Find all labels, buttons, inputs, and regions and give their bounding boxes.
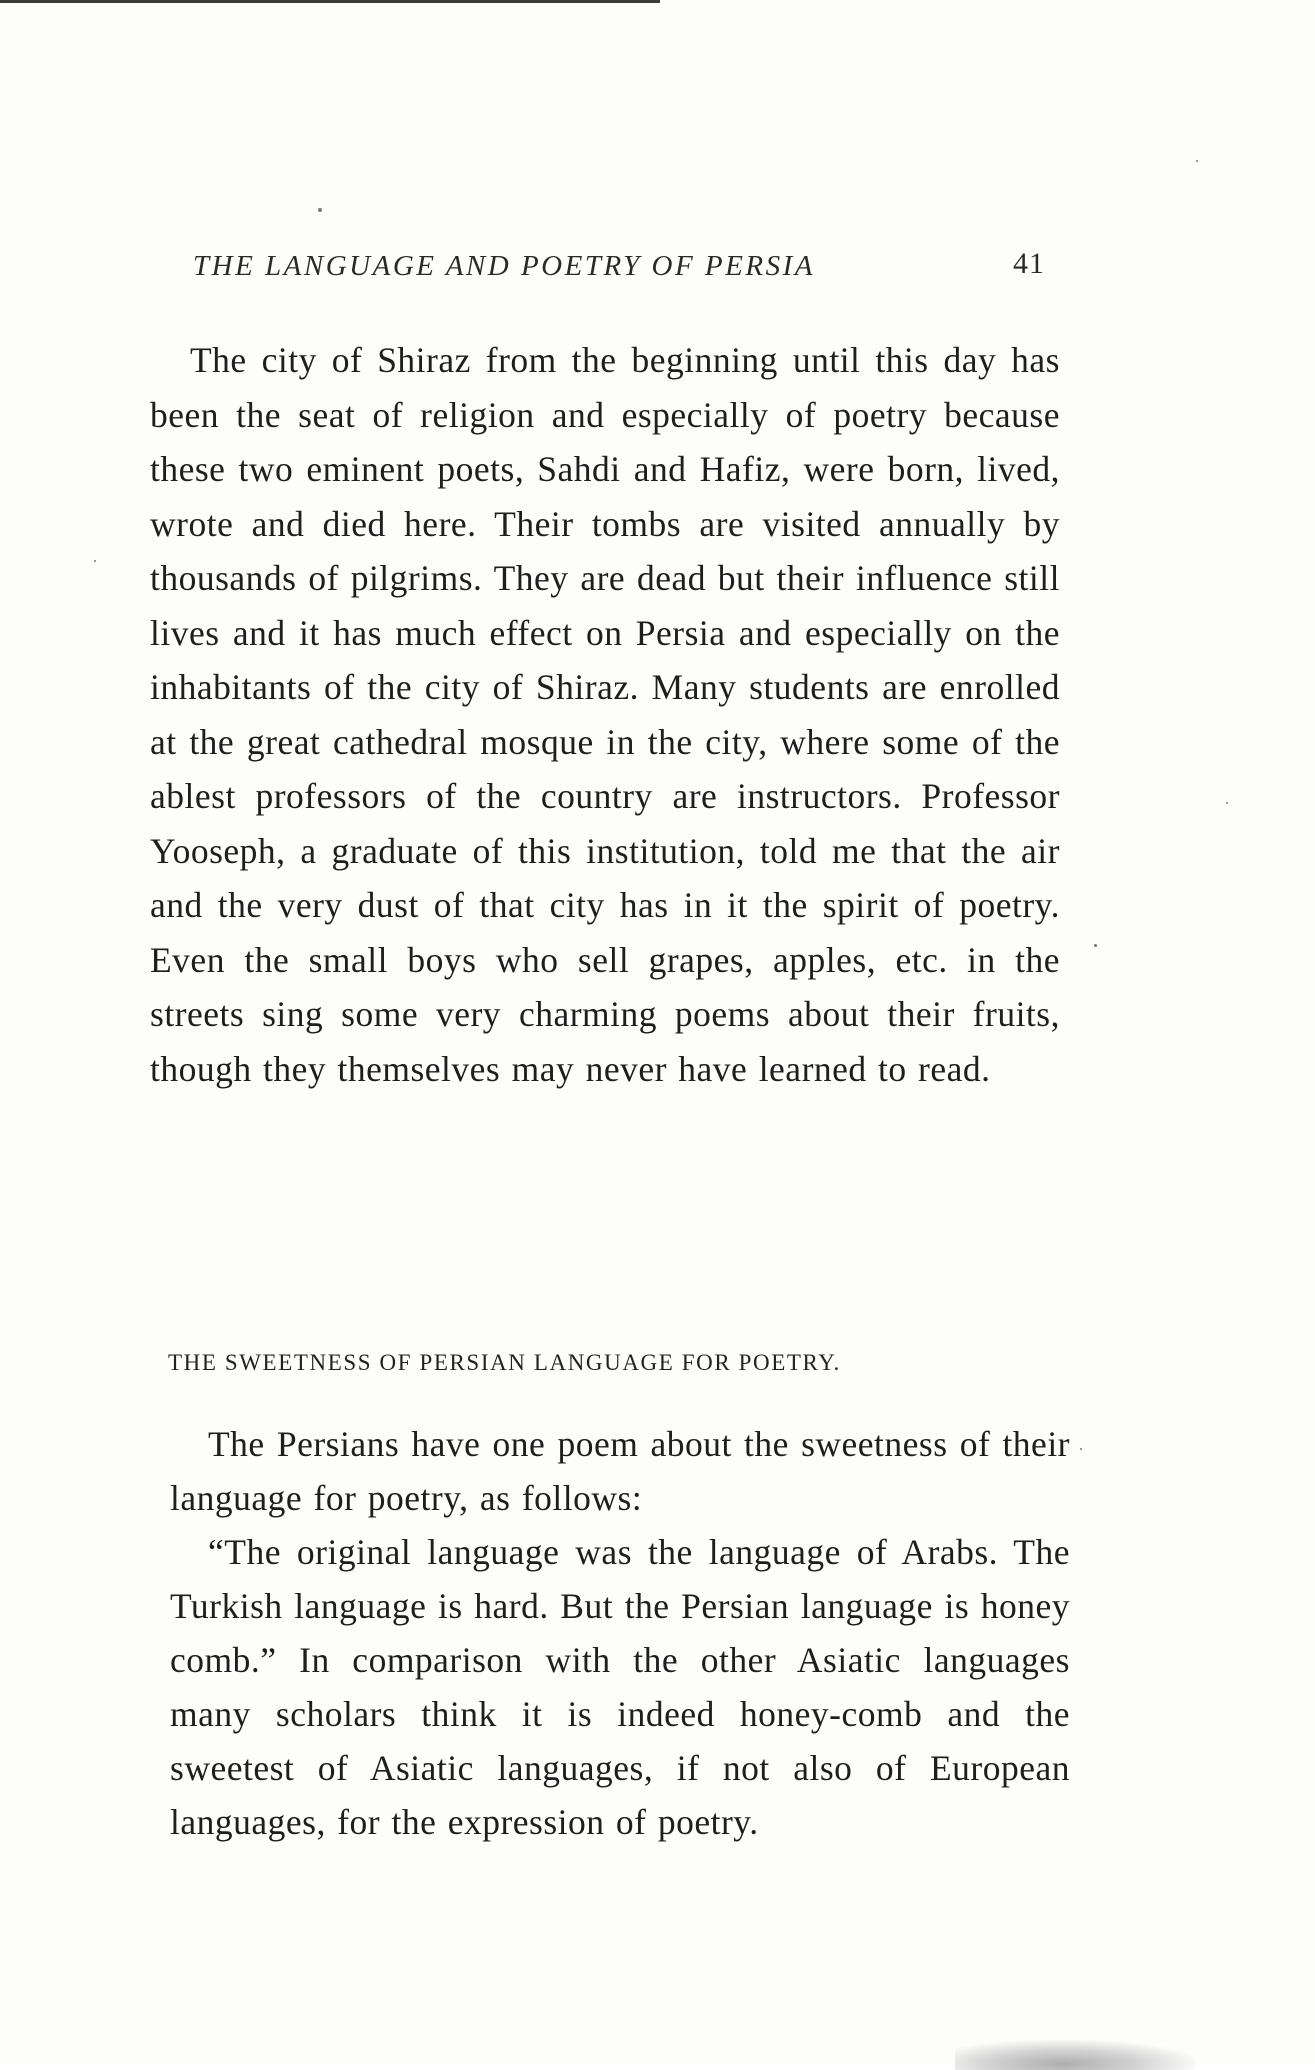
scan-speck <box>1196 160 1198 162</box>
body-text <box>150 333 1060 1096</box>
top-border-rule <box>0 0 660 3</box>
scan-speck <box>94 560 96 562</box>
running-head <box>193 247 1053 294</box>
paragraph-shiraz: The city of Shiraz from the beginning until this day has been the seat of religion and especially of poetry because these two eminent poets, Sahdi and Hafiz, were born, lived, wrote and died here. Their tombs are visited annually by thousands of pilgrims. They are dead but their influence still lives and it has much effect on Persia and especially on the inhabitants of the city of Shiraz. Many students are enrolled at the great cathedral mosque in the city, where some of the ablest professors of the country are instructors. Professor Yooseph, a graduate of this institution, told me that the air and the very dust of that city has in it the spirit of poetry. Even the small boys who sell grapes, apples, etc. in the streets sing some very charming poems about their fruits, though they themselves may never have learned to read. <box>150 340 1060 1089</box>
paragraph-sweetness-quote: “The original language was the language of Arabs. The Turkish language is hard. But the Persian language is honey comb.” In comparison with the other Asiatic languages many scholars think it is indeed honey-comb and the sweetest of Asiatic languages, if not also of European languages, for the expression of poetry. <box>170 1532 1070 1842</box>
scan-speck <box>1080 1448 1082 1450</box>
section-body-text <box>170 1417 1070 1849</box>
scan-speck <box>1094 944 1097 947</box>
section-heading: THE SWEETNESS OF PERSIAN LANGUAGE FOR POETRY. <box>168 1350 841 1375</box>
scan-speck <box>1226 802 1228 804</box>
paragraph-sweetness-intro: The Persians have one poem about the sweetness of their language for poetry, as follows: <box>170 1424 1070 1518</box>
page-number: 41 <box>1013 247 1045 280</box>
running-head-title: THE LANGUAGE AND POETRY OF PERSIA <box>193 250 815 282</box>
scan-speck <box>318 208 322 212</box>
